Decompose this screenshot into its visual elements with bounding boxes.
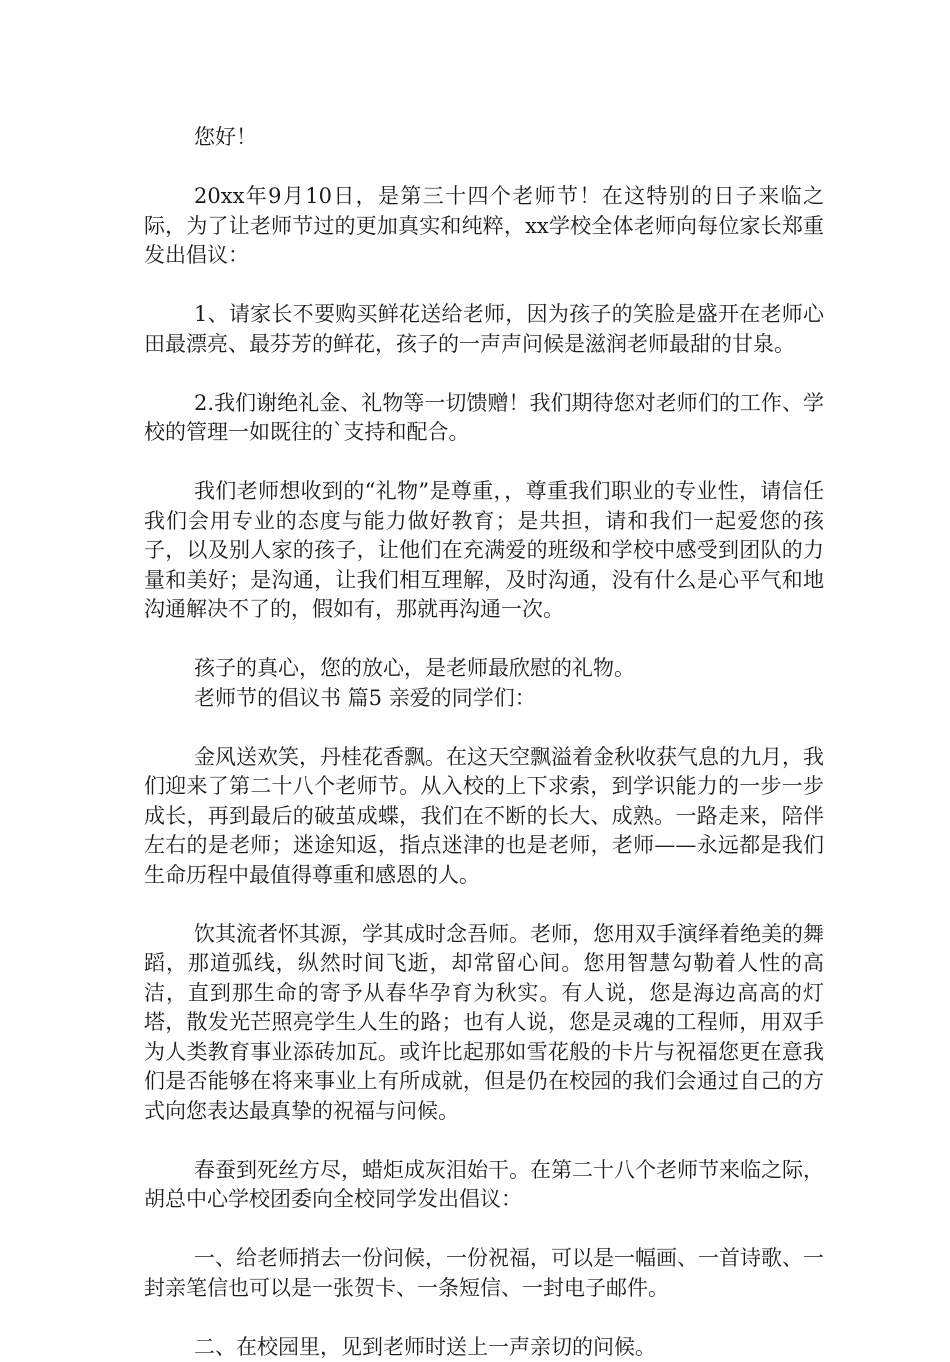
paragraph-greeting: 您好！ [144,123,824,153]
paragraph-spacer [144,153,824,183]
paragraph-proposal-item-1: 一、给老师捎去一份问候，一份祝福，可以是一幅画、一首诗歌、一封亲笔信也可以是一张贺卡、一条短信、一封电子邮件。 [144,1244,824,1303]
paragraph-spacer [144,713,824,743]
paragraph-spacer [144,359,824,389]
paragraph-spacer [144,271,824,301]
paragraph-spacer [144,625,824,655]
paragraph-spacer [144,448,824,478]
document-body [144,123,824,1362]
paragraph-closing: 孩子的真心，您的放心，是老师最欣慰的礼物。 [144,654,824,684]
paragraph-proposal-item-2: 二、在校园里，见到老师时送上一声亲切的问候。 [144,1333,824,1362]
paragraph-item-2: 2.我们谢绝礼金、礼物等一切馈赠！我们期待您对老师们的工作、学校的管理一如既往的`支持和配合。 [144,389,824,448]
paragraph-spacer [144,1126,824,1156]
paragraph-autumn: 金风送欢笑，丹桂花香飘。在这天空飘溢着金秋收获气息的九月，我们迎来了第二十八个老师节。从入校的上下求索，到学识能力的一步一步成长，再到最后的破茧成蝶，我们在不断的长大、成熟。一路走来，陪伴左右的是老师；迷途知返，指点迷津的也是老师，老师——永远都是我们生命历程中最值得尊重和感恩的人。 [144,743,824,891]
paragraph-spacer [144,890,824,920]
paragraph-gratitude: 饮其流者怀其源，学其成时念吾师。老师，您用双手演绎着绝美的舞蹈，那道弧线，纵然时间飞逝，却常留心间。您用智慧勾勒着人性的高洁，直到那生命的寄予从春华孕育为秋实。有人说，您是海边高高的灯塔，散发光芒照亮学生人生的路；也有人说，您是灵魂的工程师，用双手为人类教育事业添砖加瓦。或许比起那如雪花般的卡片与祝福您更在意我们是否能够在将来事业上有所成就，但是仍在校园的我们会通过自己的方式向您表达最真挚的祝福与问候。 [144,920,824,1127]
paragraph-spacer [144,1303,824,1333]
paragraph-gift-wish: 我们老师想收到的“礼物”是尊重，，尊重我们职业的专业性，请信任我们会用专业的态度与能力做好教育；是共担，请和我们一起爱您的孩子，以及别人家的孩子，让他们在充满爱的班级和学校中感受到团队的力量和美好；是沟通，让我们相互理解，及时沟通，没有什么是心平气和地沟通解决不了的，假如有，那就再沟通一次。 [144,477,824,625]
section-heading: 老师节的倡议书 篇5 亲爱的同学们： [144,684,824,714]
paragraph-proposal: 春蚕到死丝方尽，蜡炬成灰泪始干。在第二十八个老师节来临之际，胡总中心学校团委向全校同学发出倡议： [144,1156,824,1215]
paragraph-spacer [144,1215,824,1245]
paragraph-intro: 20xx年9月10日，是第三十四个老师节！在这特别的日子来临之际，为了让老师节过的更加真实和纯粹，xx学校全体老师向每位家长郑重发出倡议： [144,182,824,271]
paragraph-item-1: 1、请家长不要购买鲜花送给老师，因为孩子的笑脸是盛开在老师心田最漂亮、最芬芳的鲜花，孩子的一声声问候是滋润老师最甜的甘泉。 [144,300,824,359]
